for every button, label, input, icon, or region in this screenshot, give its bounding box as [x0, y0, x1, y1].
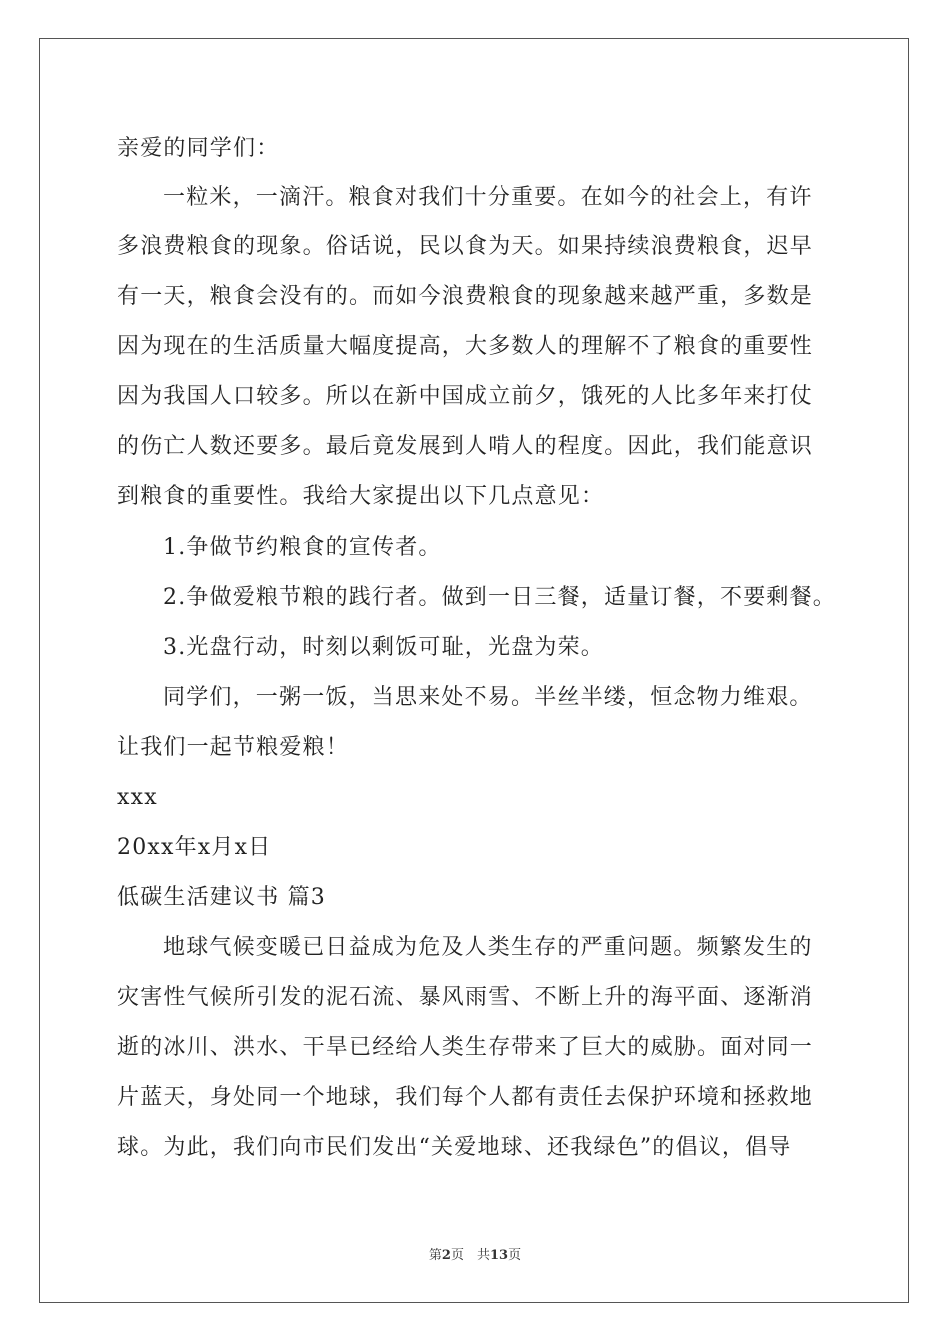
- suggestion-item: 2.争做爱粮节粮的践行者。做到一日三餐，适量订餐，不要剩餐。: [163, 585, 836, 610]
- closing-line: 让我们一起节粮爱粮！: [117, 735, 350, 760]
- page-total: 13: [489, 1248, 509, 1263]
- paragraph-line: 到粮食的重要性。我给大家提出以下几点意见：: [117, 484, 605, 509]
- closing-line: 同学们，一粥一饭，当思来处不易。半丝半缕，恒念物力维艰。: [163, 685, 813, 710]
- paragraph-line: 一粒米，一滴汗。粮食对我们十分重要。在如今的社会上，有许: [163, 185, 813, 210]
- suggestion-item: 1.争做节约粮食的宣传者。: [163, 535, 442, 560]
- paragraph-line: 逝的冰川、洪水、干旱已经给人类生存带来了巨大的威胁。面对同一: [117, 1035, 814, 1060]
- page-current: 2: [441, 1248, 451, 1263]
- paragraph-line: 灾害性气候所引发的泥石流、暴风雨雪、不断上升的海平面、逐渐消: [117, 985, 814, 1010]
- signature: xxx: [117, 785, 158, 810]
- page-suffix: 页: [508, 1248, 522, 1263]
- paragraph-line: 的伤亡人数还要多。最后竟发展到人啃人的程度。因此，我们能意识: [117, 434, 814, 459]
- paragraph-line: 球。为此，我们向市民们发出“关爱地球、还我绿色”的倡议，倡导: [117, 1135, 792, 1160]
- page-mid: 页 共: [450, 1248, 490, 1263]
- paragraph-line: 多浪费粮食的现象。俗话说，民以食为天。如果持续浪费粮食，迟早: [117, 234, 814, 259]
- page-footer: [0, 1246, 950, 1266]
- paragraph-line: 因为现在的生活质量大幅度提高，大多数人的理解不了粮食的重要性: [117, 334, 814, 359]
- paragraph-line: 有一天，粮食会没有的。而如今浪费粮食的现象越来越严重，多数是: [117, 284, 814, 309]
- paragraph-line: 地球气候变暖已日益成为危及人类生存的严重问题。频繁发生的: [163, 935, 813, 960]
- paragraph-line: 因为我国人口较多。所以在新中国成立前夕，饿死的人比多年来打仗: [117, 384, 814, 409]
- date: 20xx年x月x日: [117, 835, 272, 860]
- suggestion-item: 3.光盘行动，时刻以剩饭可耻，光盘为荣。: [163, 635, 604, 660]
- page-prefix: 第: [428, 1248, 442, 1263]
- paragraph-line: 片蓝天，身处同一个地球，我们每个人都有责任去保护环境和拯救地: [117, 1085, 814, 1110]
- page-border: [39, 38, 909, 1303]
- salutation: 亲爱的同学们：: [117, 136, 280, 161]
- section-title: 低碳生活建议书 篇3: [117, 885, 326, 910]
